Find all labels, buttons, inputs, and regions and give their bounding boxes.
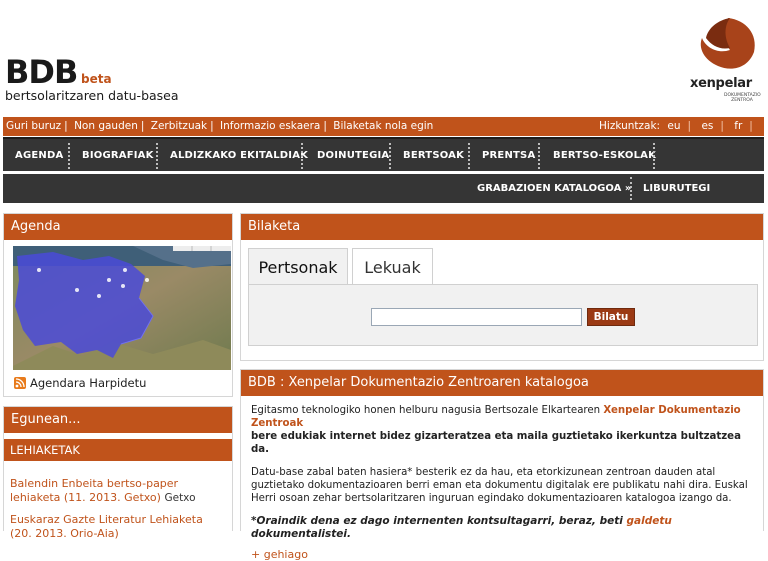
- separator: |: [687, 120, 692, 132]
- agenda-subscribe[interactable]: [14, 376, 146, 390]
- site-subtitle: bertsolaritzaren datu-basea: [5, 88, 179, 103]
- link-bilaketak-nola-egin[interactable]: Bilaketak nola egin: [333, 120, 434, 132]
- separator: |: [323, 120, 327, 132]
- event-link[interactable]: Euskaraz Gazte Literatur Lehiaketa (20. 2013. Orio-Aia): [10, 513, 203, 540]
- beta-badge: beta: [81, 72, 112, 86]
- separator: |: [749, 120, 753, 132]
- nav-grabazioen-katalogoa[interactable]: GRABAZIOEN KATALOGOA »: [477, 183, 632, 194]
- rss-icon: [14, 377, 26, 389]
- lang-fr[interactable]: fr: [734, 120, 743, 132]
- egunean-title: Egunean...: [4, 407, 232, 433]
- tab-lekuak[interactable]: Lekuak: [352, 248, 433, 285]
- search-title: Bilaketa: [241, 214, 763, 240]
- galdetu-link[interactable]: galdetu: [626, 515, 672, 527]
- more-link[interactable]: + gehiago: [251, 548, 308, 561]
- search-button[interactable]: Bilatu: [587, 308, 635, 326]
- note-text: *Oraindik dena ez dago internenten kontsultagarri, beraz, beti: [251, 515, 627, 527]
- agenda-map[interactable]: [13, 246, 231, 370]
- catalog-panel: [240, 369, 764, 561]
- xenpelar-name: xenpelar: [690, 76, 752, 91]
- lang-es[interactable]: es: [701, 120, 714, 132]
- utility-links: [6, 117, 433, 136]
- link-guri-buruz[interactable]: Guri buruz: [6, 120, 62, 132]
- secondary-navigation: [3, 174, 764, 203]
- main-navigation: [3, 137, 764, 171]
- nav-divider: [301, 143, 303, 169]
- separator: |: [210, 120, 214, 132]
- egunean-panel: [3, 406, 233, 540]
- search-input[interactable]: [371, 308, 582, 326]
- nav-divider: [538, 143, 540, 169]
- separator: |: [140, 120, 145, 132]
- event-link[interactable]: Balendin Enbeita bertso-paper lehiaketa (11. 2013. Getxo): [10, 477, 179, 504]
- nav-doinutegia[interactable]: DOINUTEGIA: [317, 150, 390, 161]
- nav-bertsoak[interactable]: BERTSOAK: [403, 150, 465, 161]
- utility-bar: [3, 117, 764, 136]
- search-box: [248, 248, 758, 354]
- nav-bertso-eskolak[interactable]: BERTSO-ESKOLAK: [553, 150, 657, 161]
- list-item: [4, 513, 232, 541]
- catalog-intro: [251, 404, 753, 456]
- catalog-body: [241, 396, 763, 561]
- map-image[interactable]: [13, 246, 231, 370]
- rss-label[interactable]: Agendara Harpidetu: [30, 376, 147, 390]
- nav-agenda[interactable]: AGENDA: [15, 150, 64, 161]
- catalog-note: [251, 515, 753, 541]
- separator: |: [64, 120, 68, 132]
- search-panel: [240, 213, 764, 361]
- agenda-panel: [3, 213, 233, 397]
- nav-divider: [630, 177, 632, 200]
- nav-divider: [468, 143, 470, 169]
- nav-divider: [653, 143, 655, 169]
- xenpelar-link[interactable]: Xenpelar Dokumentazio Zentroak: [251, 405, 741, 429]
- separator: |: [720, 120, 724, 132]
- nav-divider: [389, 143, 391, 169]
- lehiaketak-heading: LEHIAKETAK: [4, 439, 232, 461]
- nav-aldizkako-ekitaldiak[interactable]: ALDIZKAKO EKITALDIAK: [170, 150, 309, 161]
- event-place: Getxo: [164, 492, 196, 504]
- catalog-title: BDB : Xenpelar Dokumentazio Zentroaren katalogoa: [241, 370, 763, 396]
- note-text-end: dokumentalistei.: [251, 528, 352, 540]
- site-logo[interactable]: BDB: [5, 53, 78, 91]
- nav-liburutegi-digitala[interactable]: LIBURUTEGI: [643, 183, 711, 194]
- link-zerbitzuak[interactable]: Zerbitzuak: [150, 120, 208, 132]
- language-label: Hizkuntzak:: [599, 120, 661, 132]
- intro-bold: bere edukiak internet bidez gizarteratzea eta maila guztietako ikerkuntza bultzatzea da.: [251, 431, 741, 455]
- nav-divider: [68, 143, 70, 169]
- nav-divider: [156, 143, 158, 169]
- catalog-description: Datu-base zabal baten hasiera* besterik ez da hau, eta etorkizunean zentroan dauden atal guztietako dokumentazioaren berri eman eta dokumentu digitalak ere publikatu nahi dira. Euskal Herri osoan zehar bertsolaritzaren inguruan egindako dokumentazioaren katalogoa izango da.: [251, 467, 748, 504]
- nav-prentsa[interactable]: PRENTSA: [482, 150, 536, 161]
- link-non-gauden[interactable]: Non gauden: [74, 120, 138, 132]
- agenda-title: Agenda: [4, 214, 232, 240]
- intro-text: Egitasmo teknologiko honen helburu nagusia Bertsozale Elkartearen: [251, 405, 604, 416]
- xenpelar-subtitle: DOKUMENTAZIO ZENTROA: [724, 93, 761, 103]
- link-informazio-eskaera[interactable]: Informazio eskaera: [220, 120, 321, 132]
- list-item: [4, 477, 232, 505]
- lang-eu[interactable]: eu: [667, 120, 681, 132]
- search-form: [248, 284, 758, 346]
- tab-pertsonak[interactable]: Pertsonak: [248, 248, 348, 285]
- nav-biografiak[interactable]: BIOGRAFIAK: [82, 150, 154, 161]
